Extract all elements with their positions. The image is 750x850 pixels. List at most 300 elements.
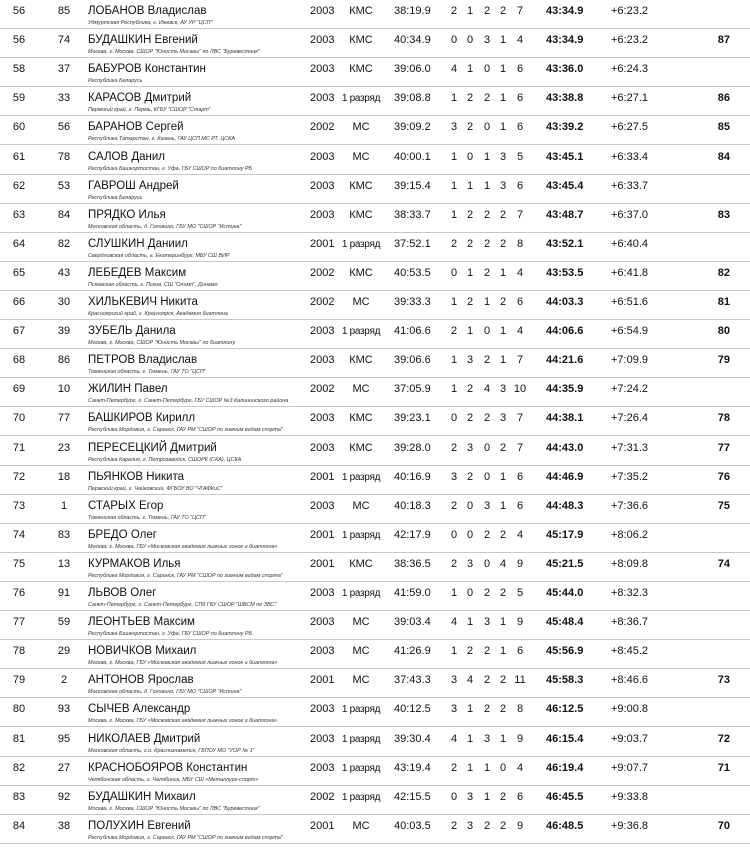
- athlete-organization: Пермский край, г. Чайковский, ФГБОУ ВО "ЧГАФКиС": [88, 485, 223, 492]
- rank-cell: МС: [352, 616, 370, 629]
- birth-year-cell: 2001: [310, 470, 335, 483]
- place-cell: 71: [12, 441, 26, 454]
- place-cell: 72: [12, 470, 26, 483]
- birth-year-cell: 2003: [310, 412, 335, 425]
- athlete-organization: Московская область, д. Головино, ГБУ МО "СШОР "Истина": [88, 223, 242, 230]
- shooting-4-cell: 2: [499, 296, 507, 308]
- shooting-3-cell: 1: [483, 296, 491, 308]
- athlete-name: ГАВРОШ Андрей: [88, 179, 179, 192]
- shooting-2-cell: 2: [466, 208, 474, 221]
- shooting-1-cell: 0: [450, 528, 458, 541]
- athlete-organization: Республика Мордовия, г. Саранск, ГАУ РМ "СШОР по зимним видам спорта": [88, 427, 283, 434]
- ski-time-cell: 37:05.9: [394, 383, 431, 396]
- place-cell: 83: [12, 790, 26, 803]
- shooting-3-cell: 0: [483, 557, 491, 570]
- penalty-total-cell: 6: [516, 470, 524, 483]
- result-time-cell: 44:46.9: [546, 470, 584, 483]
- bib-cell: 84: [57, 208, 71, 221]
- time-behind-cell: +6:40.4: [611, 237, 649, 250]
- birth-year-cell: 2003: [310, 761, 335, 774]
- table-row: [0, 466, 750, 495]
- penalty-total-cell: 8: [516, 703, 524, 716]
- athlete-organization: Красноярский край, г. Красноярск, Академия биатлона: [88, 311, 228, 317]
- birth-year-cell: 2003: [310, 732, 335, 745]
- athlete-organization: Москва, г. Москва, ГБУ «Московская академия лыжных гонок и биатлона»: [88, 543, 278, 550]
- penalty-total-cell: 6: [516, 296, 524, 308]
- shooting-1-cell: 1: [450, 296, 458, 308]
- place-cell: 56: [12, 5, 26, 17]
- shooting-1-cell: 0: [450, 266, 458, 279]
- result-time-cell: 44:48.3: [546, 499, 584, 512]
- time-behind-cell: +8:06.2: [611, 528, 649, 541]
- birth-year-cell: 2003: [310, 208, 335, 221]
- bib-cell: 83: [57, 528, 71, 541]
- athlete-organization: Пермский край, г. Пермь, КГБУ "СШОР "Старт": [88, 107, 211, 114]
- ski-time-cell: 38:36.5: [394, 557, 431, 570]
- shooting-1-cell: 0: [450, 34, 458, 47]
- bib-cell: 92: [57, 790, 71, 803]
- shooting-4-cell: 1: [499, 325, 507, 338]
- athlete-name: ПЕРЕСЕЦКИЙ Дмитрий: [88, 441, 217, 454]
- ski-time-cell: 43:19.4: [394, 761, 431, 774]
- result-time-cell: 43:53.5: [546, 266, 584, 279]
- shooting-3-cell: 2: [483, 528, 491, 541]
- athlete-organization: Республика Мордовия, г. Саранск, ГАУ РМ "СШОР по зимним видам спорта": [88, 572, 283, 579]
- shooting-2-cell: 1: [466, 179, 474, 192]
- bib-cell: 2: [60, 674, 68, 687]
- bib-cell: 33: [57, 92, 71, 105]
- time-behind-cell: +8:32.3: [611, 587, 649, 599]
- table-row: [0, 146, 750, 175]
- time-behind-cell: +7:26.4: [611, 412, 649, 425]
- shooting-3-cell: 0: [483, 441, 491, 454]
- birth-year-cell: 2003: [310, 616, 335, 629]
- shooting-3-cell: 3: [483, 616, 491, 629]
- shooting-3-cell: 1: [483, 179, 491, 192]
- rank-cell: 1 разряд: [341, 588, 381, 599]
- ski-time-cell: 39:09.2: [394, 121, 431, 134]
- ski-time-cell: 40:12.5: [394, 703, 431, 716]
- time-behind-cell: +8:45.2: [611, 645, 649, 658]
- bib-cell: 18: [57, 470, 71, 483]
- athlete-organization: Москва, г. Москва, ГБУ «Московская академия лыжных гонок и биатлона»: [88, 660, 278, 667]
- place-cell: 66: [12, 296, 26, 308]
- shooting-1-cell: 2: [450, 441, 458, 454]
- birth-year-cell: 2003: [310, 441, 335, 454]
- shooting-3-cell: 2: [483, 412, 491, 425]
- shooting-4-cell: 2: [499, 528, 507, 541]
- rank-cell: МС: [352, 150, 370, 163]
- penalty-total-cell: 6: [516, 790, 524, 803]
- ski-time-cell: 39:33.3: [394, 296, 431, 308]
- shooting-1-cell: 1: [450, 587, 458, 599]
- points-cell: 82: [717, 266, 730, 279]
- athlete-name: АНТОНОВ Ярослав: [88, 674, 194, 687]
- shooting-4-cell: 1: [499, 354, 507, 367]
- birth-year-cell: 2003: [310, 354, 335, 367]
- place-cell: 68: [12, 354, 26, 367]
- time-behind-cell: +6:27.1: [611, 92, 649, 105]
- athlete-organization: Свердловская область, г. Екатеринбург, МБУ СШ ВИР: [88, 252, 230, 259]
- rank-cell: КМС: [349, 179, 373, 192]
- result-time-cell: 44:03.3: [546, 296, 584, 308]
- shooting-1-cell: 2: [450, 499, 458, 512]
- result-time-cell: 45:56.9: [546, 645, 584, 658]
- rank-cell: МС: [352, 674, 370, 687]
- birth-year-cell: 2002: [310, 383, 335, 396]
- bib-cell: 29: [57, 645, 71, 658]
- shooting-4-cell: 2: [499, 208, 507, 221]
- athlete-name: СЫЧЕВ Александр: [88, 703, 191, 716]
- rank-cell: МС: [352, 499, 370, 512]
- penalty-total-cell: 10: [513, 383, 527, 396]
- place-cell: 80: [12, 703, 26, 716]
- shooting-1-cell: 0: [450, 790, 458, 803]
- table-row: [0, 87, 750, 116]
- ski-time-cell: 39:03.4: [394, 616, 431, 629]
- penalty-total-cell: 4: [516, 34, 524, 47]
- place-cell: 60: [12, 121, 26, 134]
- athlete-name: СЛУШКИН Даниил: [88, 237, 188, 250]
- ski-time-cell: 39:30.4: [394, 732, 431, 745]
- shooting-4-cell: 3: [499, 383, 507, 396]
- penalty-total-cell: 6: [516, 63, 524, 76]
- athlete-name: БАРАНОВ Сергей: [88, 121, 184, 134]
- shooting-2-cell: 3: [466, 819, 474, 832]
- shooting-4-cell: 1: [499, 266, 507, 279]
- shooting-1-cell: 1: [450, 179, 458, 192]
- points-cell: 75: [717, 499, 730, 512]
- result-time-cell: 45:58.3: [546, 674, 584, 687]
- shooting-1-cell: 1: [450, 92, 458, 105]
- time-behind-cell: +9:33.8: [611, 790, 649, 803]
- bib-cell: 13: [57, 557, 71, 570]
- bib-cell: 43: [57, 266, 71, 279]
- time-behind-cell: +7:36.6: [611, 499, 649, 512]
- table-row: [0, 728, 750, 757]
- birth-year-cell: 2003: [310, 5, 335, 17]
- athlete-name: СТАРЫХ Егор: [88, 499, 164, 512]
- athlete-organization: Республика Башкортостан, г. Уфа, ГБУ СШОР по биатлону РБ: [88, 165, 252, 172]
- ski-time-cell: 41:06.6: [394, 325, 431, 338]
- rank-cell: КМС: [349, 34, 373, 47]
- ski-time-cell: 42:15.5: [394, 790, 431, 803]
- place-cell: 79: [12, 674, 26, 687]
- table-row: [0, 262, 750, 291]
- shooting-1-cell: 1: [450, 150, 458, 163]
- athlete-name: БУДАШКИН Евгений: [88, 34, 198, 47]
- rank-cell: КМС: [349, 5, 373, 17]
- points-cell: 80: [717, 325, 730, 338]
- bib-cell: 95: [57, 732, 71, 745]
- birth-year-cell: 2001: [310, 528, 335, 541]
- shooting-1-cell: 2: [450, 761, 458, 774]
- table-row: [0, 320, 750, 349]
- place-cell: 82: [12, 761, 26, 774]
- place-cell: 64: [12, 237, 26, 250]
- time-behind-cell: +9:36.8: [611, 819, 649, 832]
- shooting-1-cell: 2: [450, 819, 458, 832]
- athlete-name: САЛОВ Данил: [88, 150, 166, 163]
- ski-time-cell: 40:53.5: [394, 266, 431, 279]
- ski-time-cell: 39:15.4: [394, 179, 431, 192]
- shooting-4-cell: 1: [499, 34, 507, 47]
- shooting-1-cell: 3: [450, 121, 458, 134]
- place-cell: 76: [12, 587, 26, 599]
- athlete-organization: Москва, г. Москва, ГБУ «Московская академия лыжных гонок и биатлона»: [88, 718, 278, 725]
- rank-cell: КМС: [349, 266, 373, 279]
- place-cell: 74: [12, 528, 26, 541]
- points-cell: 81: [717, 296, 730, 308]
- rank-cell: МС: [352, 383, 370, 396]
- bib-cell: 38: [57, 819, 71, 832]
- bib-cell: 82: [57, 237, 71, 250]
- result-time-cell: 43:45.1: [546, 150, 584, 163]
- time-behind-cell: +6:41.8: [611, 266, 649, 279]
- shooting-3-cell: 3: [483, 34, 491, 47]
- athlete-name: КАРАСОВ Дмитрий: [88, 92, 192, 105]
- points-cell: 70: [717, 819, 730, 832]
- ski-time-cell: 40:18.3: [394, 499, 431, 512]
- bib-cell: 23: [57, 441, 71, 454]
- shooting-4-cell: 1: [499, 645, 507, 658]
- shooting-3-cell: 0: [483, 325, 491, 338]
- points-cell: 84: [717, 150, 730, 163]
- result-time-cell: 45:17.9: [546, 528, 584, 541]
- table-row: [0, 640, 750, 669]
- athlete-name: БРЕДО Олег: [88, 528, 157, 541]
- penalty-total-cell: 6: [516, 92, 524, 105]
- penalty-total-cell: 6: [516, 179, 524, 192]
- athlete-name: БУДАШКИН Михаил: [88, 790, 196, 803]
- birth-year-cell: 2002: [310, 296, 335, 308]
- shooting-3-cell: 0: [483, 63, 491, 76]
- shooting-4-cell: 2: [499, 703, 507, 716]
- place-cell: 84: [12, 819, 26, 832]
- shooting-1-cell: 1: [450, 354, 458, 367]
- table-row: [0, 407, 750, 436]
- bib-cell: 74: [57, 34, 71, 47]
- place-cell: 78: [12, 645, 26, 658]
- time-behind-cell: +8:46.6: [611, 674, 649, 687]
- athlete-organization: Республика Беларусь: [88, 194, 143, 201]
- athlete-name: ПЕТРОВ Владислав: [88, 354, 198, 367]
- shooting-2-cell: 2: [466, 645, 474, 658]
- penalty-total-cell: 6: [516, 121, 524, 134]
- penalty-total-cell: 6: [516, 499, 524, 512]
- shooting-1-cell: 1: [450, 208, 458, 221]
- athlete-name: КУРМАКОВ Илья: [88, 557, 181, 570]
- birth-year-cell: 2002: [310, 790, 335, 803]
- time-behind-cell: +6:33.4: [611, 150, 649, 163]
- shooting-1-cell: 2: [450, 325, 458, 338]
- athlete-organization: Московская область, д. Головино, ГБУ МО "СШОР "Истина": [88, 689, 242, 696]
- shooting-1-cell: 3: [450, 470, 458, 483]
- birth-year-cell: 2003: [310, 325, 335, 338]
- shooting-3-cell: 2: [483, 5, 491, 17]
- place-cell: 69: [12, 383, 26, 396]
- shooting-4-cell: 1: [499, 470, 507, 483]
- rank-cell: 1 разряд: [341, 238, 381, 250]
- points-cell: 87: [717, 34, 730, 47]
- shooting-2-cell: 2: [466, 92, 474, 105]
- time-behind-cell: +6:23.2: [611, 34, 649, 47]
- time-behind-cell: +8:09.8: [611, 557, 649, 570]
- result-time-cell: 44:38.1: [546, 412, 584, 425]
- result-time-cell: 46:12.5: [546, 703, 584, 716]
- time-behind-cell: +7:31.3: [611, 441, 649, 454]
- shooting-3-cell: 1: [483, 790, 491, 803]
- shooting-1-cell: 2: [450, 5, 458, 17]
- place-cell: 70: [12, 412, 26, 425]
- penalty-total-cell: 4: [516, 325, 524, 338]
- result-time-cell: 46:48.5: [546, 819, 584, 832]
- athlete-organization: Тюменская область, г. Тюмень, ГАУ ТО "ЦСП": [88, 369, 206, 376]
- bib-cell: 86: [57, 354, 71, 367]
- ski-time-cell: 39:28.0: [394, 441, 431, 454]
- time-behind-cell: +6:24.3: [611, 63, 649, 76]
- time-behind-cell: +8:36.7: [611, 616, 649, 629]
- result-time-cell: 46:45.5: [546, 790, 584, 803]
- points-cell: 76: [717, 470, 730, 483]
- table-row: [0, 116, 750, 145]
- rank-cell: 1 разряд: [341, 791, 381, 803]
- shooting-2-cell: 2: [466, 383, 474, 396]
- ski-time-cell: 39:08.8: [394, 92, 431, 105]
- penalty-total-cell: 5: [516, 587, 524, 599]
- ski-time-cell: 39:06.6: [394, 354, 431, 367]
- shooting-1-cell: 4: [450, 732, 458, 745]
- shooting-4-cell: 3: [499, 150, 507, 163]
- points-cell: 83: [717, 208, 730, 221]
- penalty-total-cell: 7: [516, 208, 524, 221]
- time-behind-cell: +6:33.7: [611, 179, 649, 192]
- time-behind-cell: +6:54.9: [611, 325, 649, 338]
- shooting-4-cell: 0: [499, 761, 507, 774]
- athlete-organization: Москва, г. Москва, СШОР "Юность Москвы" по ЛВС "Буревестник": [88, 805, 260, 812]
- rank-cell: МС: [352, 819, 370, 832]
- shooting-2-cell: 1: [466, 63, 474, 76]
- table-row: [0, 582, 750, 611]
- athlete-name: ЛЕБЕДЕВ Максим: [88, 266, 187, 279]
- shooting-3-cell: 2: [483, 819, 491, 832]
- table-row: [0, 495, 750, 524]
- shooting-1-cell: 2: [450, 557, 458, 570]
- athlete-name: БАШКИРОВ Кирилл: [88, 412, 196, 425]
- shooting-2-cell: 0: [466, 587, 474, 599]
- shooting-4-cell: 2: [499, 819, 507, 832]
- rank-cell: 1 разряд: [341, 733, 381, 745]
- bib-cell: 39: [57, 325, 71, 338]
- time-behind-cell: +9:03.7: [611, 732, 649, 745]
- shooting-4-cell: 1: [499, 92, 507, 105]
- ski-time-cell: 39:23.1: [394, 412, 431, 425]
- ski-time-cell: 40:00.1: [394, 150, 431, 163]
- result-time-cell: 43:45.4: [546, 179, 584, 192]
- shooting-1-cell: 4: [450, 63, 458, 76]
- place-cell: 61: [12, 150, 26, 163]
- penalty-total-cell: 11: [514, 674, 526, 687]
- bib-cell: 53: [57, 179, 71, 192]
- ski-time-cell: 37:43.3: [394, 674, 431, 687]
- penalty-total-cell: 7: [516, 354, 524, 367]
- time-behind-cell: +6:37.0: [611, 208, 649, 221]
- penalty-total-cell: 7: [516, 5, 524, 17]
- table-row: [0, 349, 750, 378]
- penalty-total-cell: 8: [516, 237, 524, 250]
- athlete-name: ЛОБАНОВ Владислав: [88, 5, 207, 17]
- athlete-name: ЗУБЕЛЬ Данила: [88, 325, 176, 338]
- athlete-organization: Тюменская область, г. Тюмень, ГАУ ТО "ЦСП": [88, 514, 206, 521]
- athlete-organization: Республика Башкортостан, г. Уфа, ГБУ СШОР по биатлону РБ: [88, 631, 252, 638]
- place-cell: 65: [12, 266, 26, 279]
- shooting-3-cell: 3: [483, 732, 491, 745]
- athlete-organization: Республика Татарстан, г. Казань, ГАУ ЦСП МС РТ, ЦСКА: [88, 136, 235, 143]
- shooting-3-cell: 4: [483, 383, 491, 396]
- bib-cell: 93: [57, 703, 71, 716]
- shooting-4-cell: 2: [499, 5, 507, 17]
- shooting-2-cell: 0: [466, 528, 474, 541]
- shooting-2-cell: 1: [466, 616, 474, 629]
- shooting-3-cell: 2: [483, 208, 491, 221]
- penalty-total-cell: 4: [516, 761, 524, 774]
- bib-cell: 59: [57, 616, 71, 629]
- athlete-name: ПЬЯНКОВ Никита: [88, 470, 185, 483]
- penalty-total-cell: 9: [516, 732, 524, 745]
- points-cell: 77: [717, 441, 730, 454]
- place-cell: 56: [12, 34, 26, 47]
- result-time-cell: 43:39.2: [546, 121, 584, 134]
- birth-year-cell: 2003: [310, 34, 335, 47]
- table-row: [0, 757, 750, 786]
- shooting-2-cell: 2: [466, 470, 474, 483]
- birth-year-cell: 2003: [310, 92, 335, 105]
- shooting-2-cell: 1: [466, 761, 474, 774]
- birth-year-cell: 2002: [310, 266, 335, 279]
- rank-cell: МС: [352, 296, 370, 308]
- result-time-cell: 45:21.5: [546, 557, 584, 570]
- table-row: [0, 786, 750, 815]
- shooting-2-cell: 1: [466, 703, 474, 716]
- bib-cell: 10: [57, 383, 71, 396]
- rank-cell: КМС: [349, 208, 373, 221]
- rank-cell: КМС: [349, 441, 373, 454]
- shooting-2-cell: 3: [466, 441, 474, 454]
- athlete-organization: Московская область, г.о. Краснознаменск, ГБПОУ МО "УОР № 1": [88, 747, 255, 754]
- result-time-cell: 46:15.4: [546, 732, 584, 745]
- shooting-3-cell: 2: [483, 354, 491, 367]
- bib-cell: 30: [57, 296, 71, 308]
- table-row: [0, 669, 750, 698]
- table-row: [0, 553, 750, 582]
- shooting-2-cell: 1: [466, 5, 474, 17]
- athlete-name: НОВИЧКОВ Михаил: [88, 645, 197, 658]
- bib-cell: 37: [57, 63, 71, 76]
- shooting-2-cell: 2: [466, 296, 474, 308]
- birth-year-cell: 2001: [310, 819, 335, 832]
- shooting-4-cell: 2: [499, 441, 507, 454]
- place-cell: 77: [12, 616, 26, 629]
- table-row: [0, 58, 750, 87]
- table-row: [0, 437, 750, 466]
- shooting-2-cell: 3: [466, 790, 474, 803]
- place-cell: 58: [12, 63, 26, 76]
- place-cell: 67: [12, 325, 26, 338]
- shooting-1-cell: 4: [450, 616, 458, 629]
- place-cell: 75: [12, 557, 26, 570]
- ski-time-cell: 42:17.9: [394, 528, 431, 541]
- penalty-total-cell: 7: [516, 441, 524, 454]
